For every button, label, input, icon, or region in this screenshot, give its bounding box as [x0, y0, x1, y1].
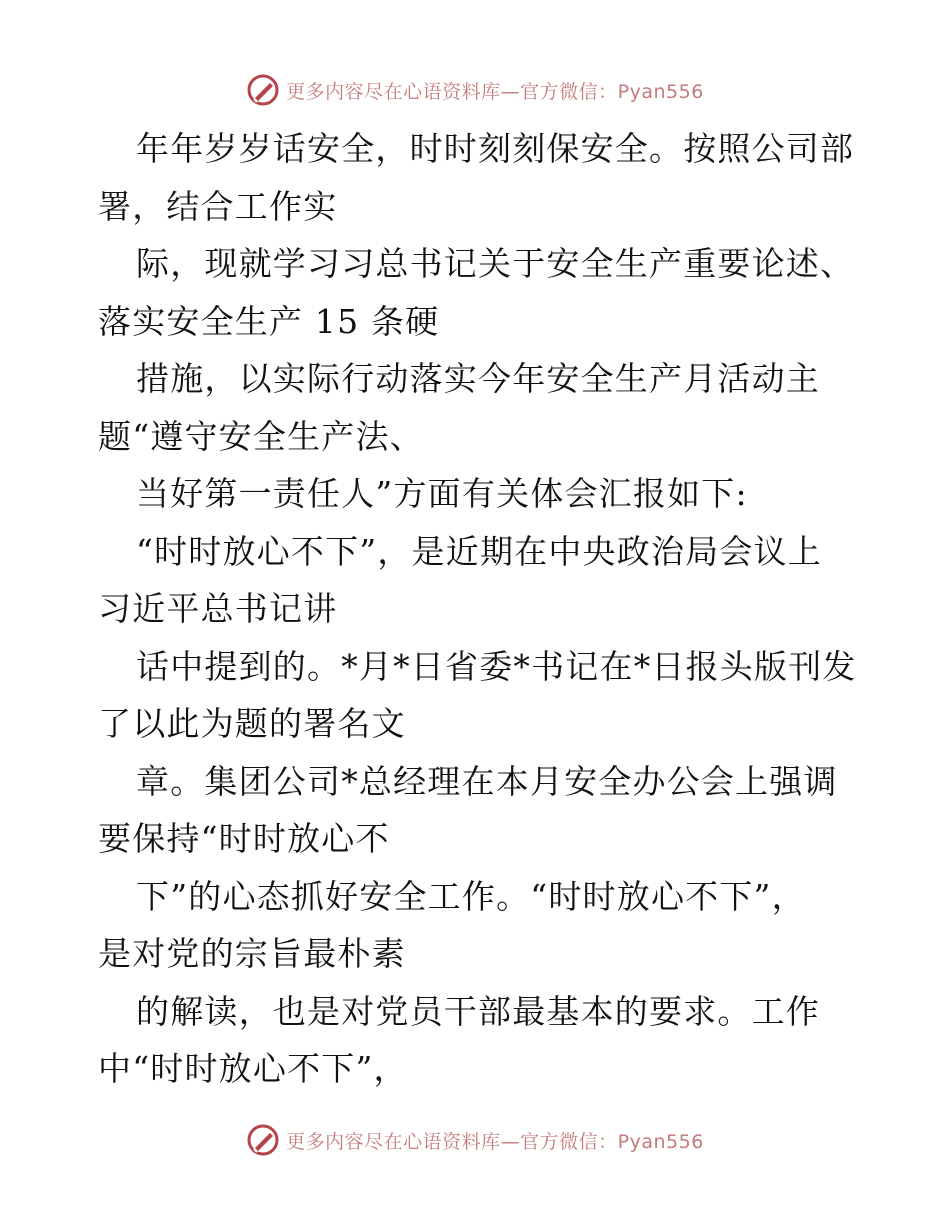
body-line: 题“遵守安全生产法、 [98, 416, 424, 456]
body-line: 要保持“时时放心不 [98, 819, 390, 858]
body-line: 章。集团公司*总经理在本月安全办公会上强调 [136, 761, 838, 801]
body-line: 的解读，也是对党员干部最基本的要求。工作 [136, 991, 820, 1031]
body-line: “时时放心不下”，是近期在中央政治局会议上 [136, 531, 822, 571]
body-line: 中“时时放心不下”， [98, 1049, 408, 1088]
document-body [98, 120, 858, 1098]
quill-seal-icon [246, 73, 280, 107]
body-line: 年年岁岁话安全，时时刻刻保安全。按照公司部 [136, 129, 855, 168]
body-line: 当好第一责任人”方面有关体会汇报如下: [136, 474, 748, 513]
body-line: 际，现就学习习总书记关于安全生产重要论述、 [136, 244, 855, 283]
body-line: 落实安全生产 15 条硬 [98, 301, 440, 341]
body-line: 是对党的宗旨最朴素 [98, 934, 406, 973]
body-line: 署，结合工作实 [98, 186, 338, 226]
header-watermark [0, 70, 950, 110]
body-line: 习近平总书记讲 [98, 589, 338, 628]
footer-watermark [0, 1120, 950, 1160]
header-watermark-text: 更多内容尽在心语资料库—官方微信：Pyan556 [286, 80, 704, 103]
body-line: 话中提到的。*月*日省委*书记在*日报头版刊发 [136, 646, 857, 686]
body-line: 下”的心态抓好安全工作。“时时放心不下”， [136, 876, 806, 916]
footer-watermark-text: 更多内容尽在心语资料库—官方微信：Pyan556 [286, 1130, 704, 1153]
body-line: 了以此为题的署名文 [98, 704, 406, 743]
quill-seal-icon [246, 1123, 280, 1157]
body-line: 措施，以实际行动落实今年安全生产月活动主 [136, 359, 820, 398]
